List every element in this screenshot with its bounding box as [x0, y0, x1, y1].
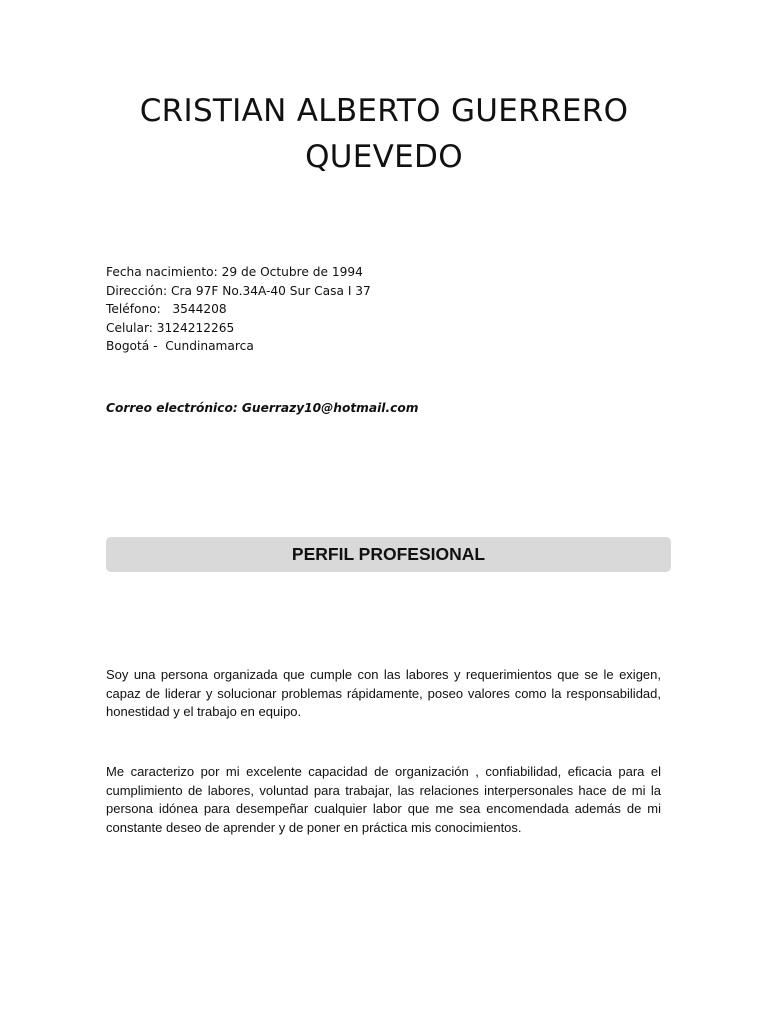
contact-details	[106, 263, 666, 356]
email-line: Correo electrónico: Guerrazy10@hotmail.com	[106, 401, 419, 415]
profile-section-title: PERFIL PROFESIONAL	[291, 544, 486, 564]
phone-line: Teléfono: 3544208	[106, 302, 227, 316]
resume-name-heading: CRISTIAN ALBERTO GUERRERO QUEVEDO	[139, 93, 629, 175]
profile-paragraph-2: Me caracterizo por mi excelente capacidad de organización , confiabilidad, eficacia para el cumplimiento de labores, voluntad para trabajar, las relaciones interpersonales hace de mi la persona idónea para desempeñar cualquier labor que me sea encomendada además de mi constante deseo de aprender y de poner en práctica mis conocimientos.	[106, 764, 661, 835]
profile-paragraph-1: Soy una persona organizada que cumple con las labores y requerimientos que se le exigen, capaz de liderar y solucionar problemas rápidamente, poseo valores como la responsabilidad, honestidad y el trabajo en equipo.	[106, 667, 661, 719]
address-line: Dirección: Cra 97F No.34A-40 Sur Casa I 37	[106, 283, 371, 298]
mobile-line: Celular: 3124212265	[106, 320, 235, 335]
birth-date-line: Fecha nacimiento: 29 de Octubre de 1994	[106, 265, 363, 279]
profile-section-header	[106, 537, 671, 572]
city-line: Bogotá - Cundinamarca	[106, 339, 254, 353]
